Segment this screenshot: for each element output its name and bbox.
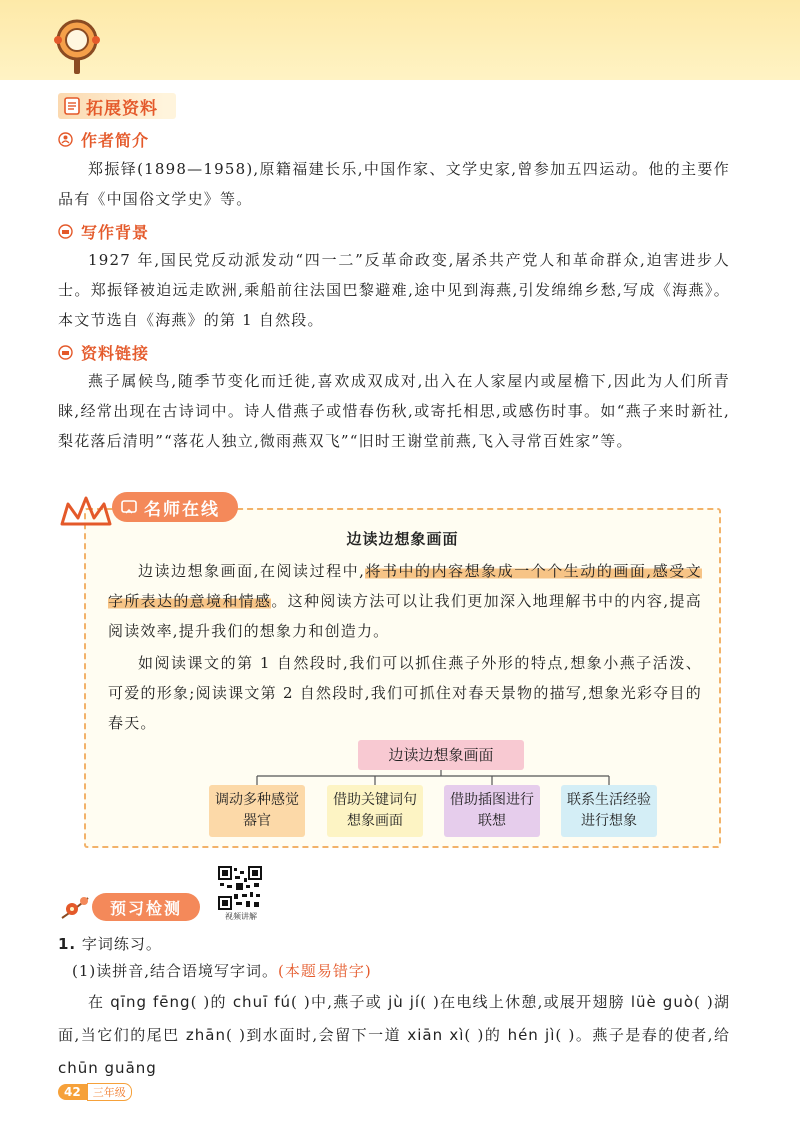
- top-banner: [0, 0, 800, 80]
- mindmap-node: 联系生活经验进行想象: [561, 785, 657, 837]
- passage-text: 在: [88, 993, 111, 1011]
- pinyin: lüè guò: [630, 993, 695, 1011]
- pinyin: chuī fú: [232, 993, 292, 1011]
- background-text: 1927 年,国民党反动派发动“四一二”反革命政变,屠杀共产党人和革命群众,迫害进步人士。郑振铎被迫远走欧洲,乘船前往法国巴黎避难,途中见到海燕,引发绵绵乡愁,写成《海燕》。本文节选自《海燕》的第 1 自然段。: [58, 251, 730, 329]
- background-icon: [58, 224, 73, 239]
- crown-icon: [58, 494, 118, 532]
- question-1-sub-text: (1)读拼音,结合语境写字词。: [72, 962, 279, 980]
- pinyin: chūn guāng: [58, 1059, 157, 1077]
- master-p1-highlight: 将书中的内容想象成一个个生动的画面,感受文字所表达的意境和情感: [108, 562, 702, 610]
- question-1-title: [58, 933, 162, 954]
- question-1-sub: [72, 960, 372, 981]
- author-heading-text: 作者简介: [81, 131, 150, 150]
- pinyin: jù jí: [388, 993, 421, 1011]
- preview-tag-text: 预习检测: [110, 898, 183, 918]
- passage-blank[interactable]: ( )。燕子是春的使者,给: [555, 1026, 730, 1044]
- author-icon: [58, 132, 73, 147]
- preview-pill: [92, 893, 200, 921]
- passage-blank[interactable]: ( )中,燕子或: [291, 993, 389, 1011]
- passage-blank[interactable]: ( )在电线上休憩,或展开翅膀: [420, 993, 631, 1011]
- pinyin: hén jì: [507, 1026, 556, 1044]
- links-heading-text: 资料链接: [81, 344, 150, 363]
- passage-blank[interactable]: ( )到水面时,会留下一道: [226, 1026, 408, 1044]
- qr-label: 视频讲解: [225, 912, 257, 921]
- magnifier-icon: [50, 16, 104, 76]
- mindmap-root: 边读边想象画面: [358, 740, 524, 770]
- question-number: 1.: [58, 935, 77, 953]
- passage-blank[interactable]: ( )的: [190, 993, 233, 1011]
- passage-blank[interactable]: ( )湖面,当它们的尾巴: [58, 993, 730, 1044]
- master-online-tag: [112, 492, 238, 522]
- master-paragraph-2: 如阅读课文的第 1 自然段时,我们可以抓住燕子外形的特点,想象小燕子活泼、可爱的形象;阅读课文第 2 自然段时,我们可抓住对春天景物的描写,想象光彩夺目的春天。: [108, 654, 702, 732]
- passage-blank[interactable]: ( )的: [464, 1026, 508, 1044]
- background-heading-text: 写作背景: [81, 223, 150, 242]
- page-footer: [58, 1083, 132, 1101]
- mindmap-node: 借助关键词句想象画面: [327, 785, 423, 837]
- master-title: 边读边想象画面: [346, 530, 459, 548]
- master-p1-after: 。这种阅读方法可以让我们更加深入地理解书中的内容,提高阅读效率,提升我们的想象力和创造力。: [108, 592, 702, 640]
- author-text: 郑振铎(1898—1958),原籍福建长乐,中国作家、文学史家,曾参加五四运动。他的主要作品有《中国俗文学史》等。: [58, 160, 730, 208]
- links-heading: [58, 341, 149, 364]
- links-text: 燕子属候鸟,随季节变化而迁徙,喜欢成双成对,出入在人家屋内或屋檐下,因此为人们所青睐,经常出现在古诗词中。诗人借燕子或惜春伤秋,或寄托相思,或感伤时事。如“燕子来时新社,梨花落后清明”“落花人独立,微雨燕双飞”“旧时王谢堂前燕,飞入寻常百姓家”等。: [58, 372, 730, 450]
- pinyin: xiān xì: [407, 1026, 465, 1044]
- extended-materials-tag: [58, 93, 176, 119]
- background-heading: [58, 220, 149, 243]
- document-icon: [64, 97, 80, 115]
- qr-code[interactable]: [218, 866, 262, 910]
- master-p1-before: 边读边想象画面,在阅读过程中,: [138, 562, 366, 580]
- preview-check-tag: [58, 892, 200, 922]
- question-1-text: 字词练习。: [81, 935, 162, 953]
- master-icon: [120, 498, 138, 516]
- master-online-tag-text: 名师在线: [144, 499, 220, 520]
- question-1-passage: [58, 986, 730, 1085]
- extended-materials-title: 拓展资料: [86, 98, 158, 119]
- page-number: 42: [58, 1084, 87, 1100]
- mindmap-node: 调动多种感觉器官: [209, 785, 305, 837]
- pinyin: qīng fēng: [110, 993, 191, 1011]
- author-heading: [58, 128, 149, 151]
- mindmap-node: 借助插图进行联想: [444, 785, 540, 837]
- question-1-note: (本题易错字): [278, 962, 372, 980]
- links-icon: [58, 345, 73, 360]
- grade-label: 三年级: [87, 1083, 132, 1101]
- master-paragraph-1: [108, 556, 702, 646]
- pinyin: zhān: [185, 1026, 226, 1044]
